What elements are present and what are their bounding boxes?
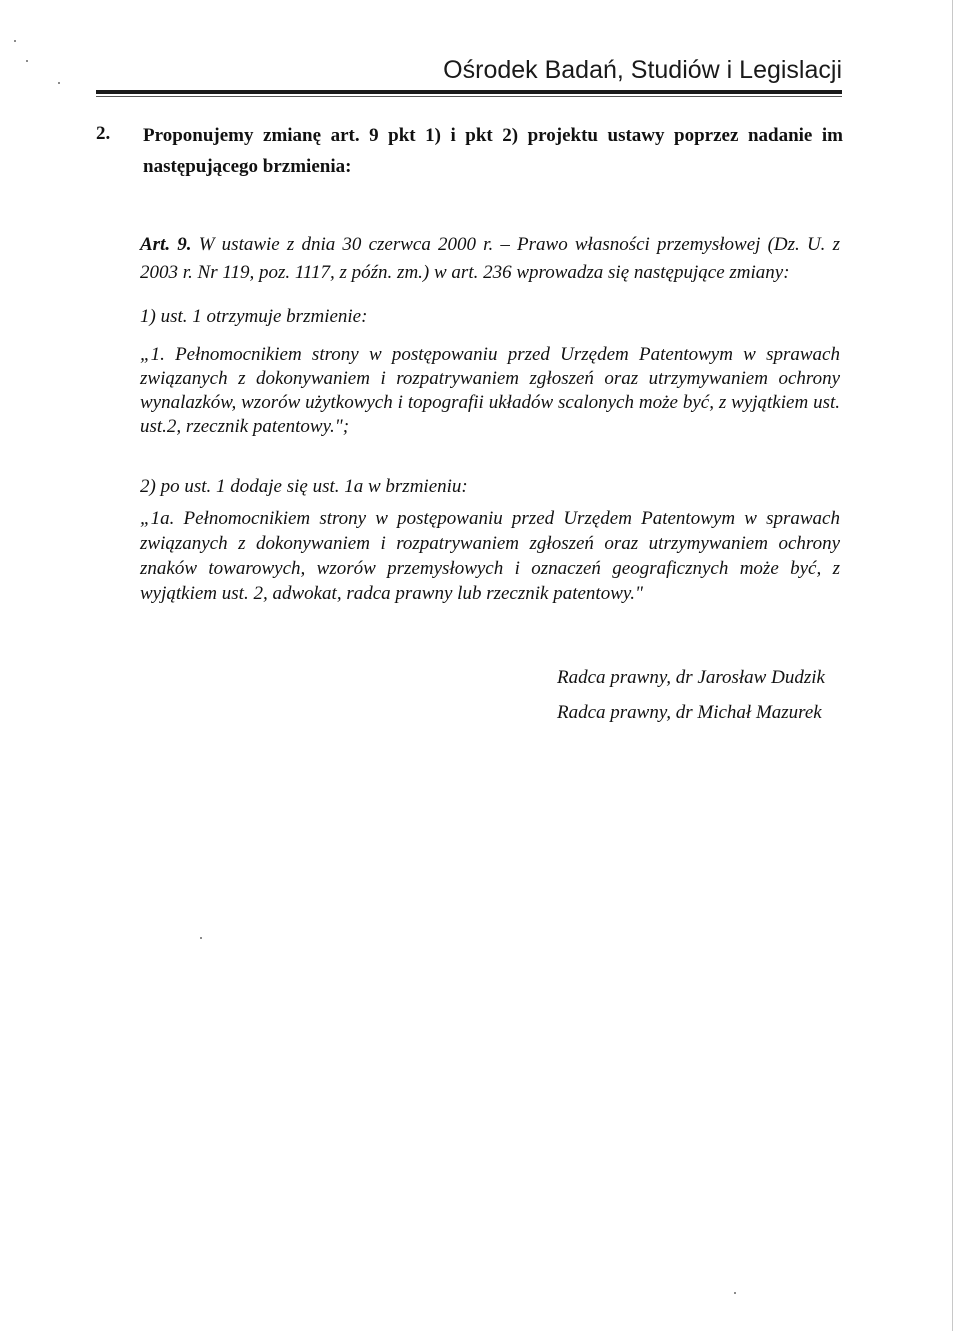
article-label: Art. 9.: [140, 234, 192, 255]
scan-speck: [734, 1292, 736, 1294]
point2-heading: 2) po ust. 1 dodaje się ust. 1a w brzmieniu:: [140, 476, 468, 497]
scan-speck: [58, 82, 60, 84]
header-rule: [96, 90, 842, 94]
signature-line: Radca prawny, dr Michał Mazurek: [557, 702, 822, 723]
point1-text: „1. Pełnomocnikiem strony w postępowaniu przed Urzędem Patentowym w sprawach związanych z dokonywaniem i rozpatrywaniem zgłoszeń oraz utrzymywaniem ochrony wynalazków, wzorów użytkowych i topografii układów scalonych może być, z wyjątkiem ust. ust.2, rzecznik patentowy.";: [140, 344, 840, 437]
header-title: Ośrodek Badań, Studiów i Legislacji: [443, 56, 842, 84]
proposal-number: 2.: [96, 123, 111, 144]
signature-line: Radca prawny, dr Jarosław Dudzik: [557, 667, 825, 688]
scan-speck: [26, 60, 28, 62]
scan-edge: [952, 0, 953, 1331]
scan-speck: [14, 40, 16, 42]
header-rule-thin: [96, 96, 842, 97]
point2-text: „1a. Pełnomocnikiem strony w postępowaniu przed Urzędem Patentowym w sprawach związanych z dokonywaniem i rozpatrywaniem zgłoszeń oraz utrzymywaniem ochrony znaków towarowych, wzorów przemysłowych i oznaczeń geograficznych może być, z wyjątkiem ust. 2, adwokat, radca prawny lub rzecznik patentowy.": [140, 508, 840, 604]
proposal-text: Proponujemy zmianę art. 9 pkt 1) i pkt 2) projektu ustawy poprzez nadanie im następującego brzmienia:: [143, 125, 843, 177]
scan-speck: [200, 937, 202, 939]
point1-heading: 1) ust. 1 otrzymuje brzmienie:: [140, 306, 368, 327]
article-intro: [140, 231, 840, 287]
article-intro-text: W ustawie z dnia 30 czerwca 2000 r. – Prawo własności przemysłowej (Dz. U. z 2003 r. Nr 119, poz. 1117, z późn. zm.) w art. 236 wprowadza się następujące zmiany:: [140, 234, 840, 283]
